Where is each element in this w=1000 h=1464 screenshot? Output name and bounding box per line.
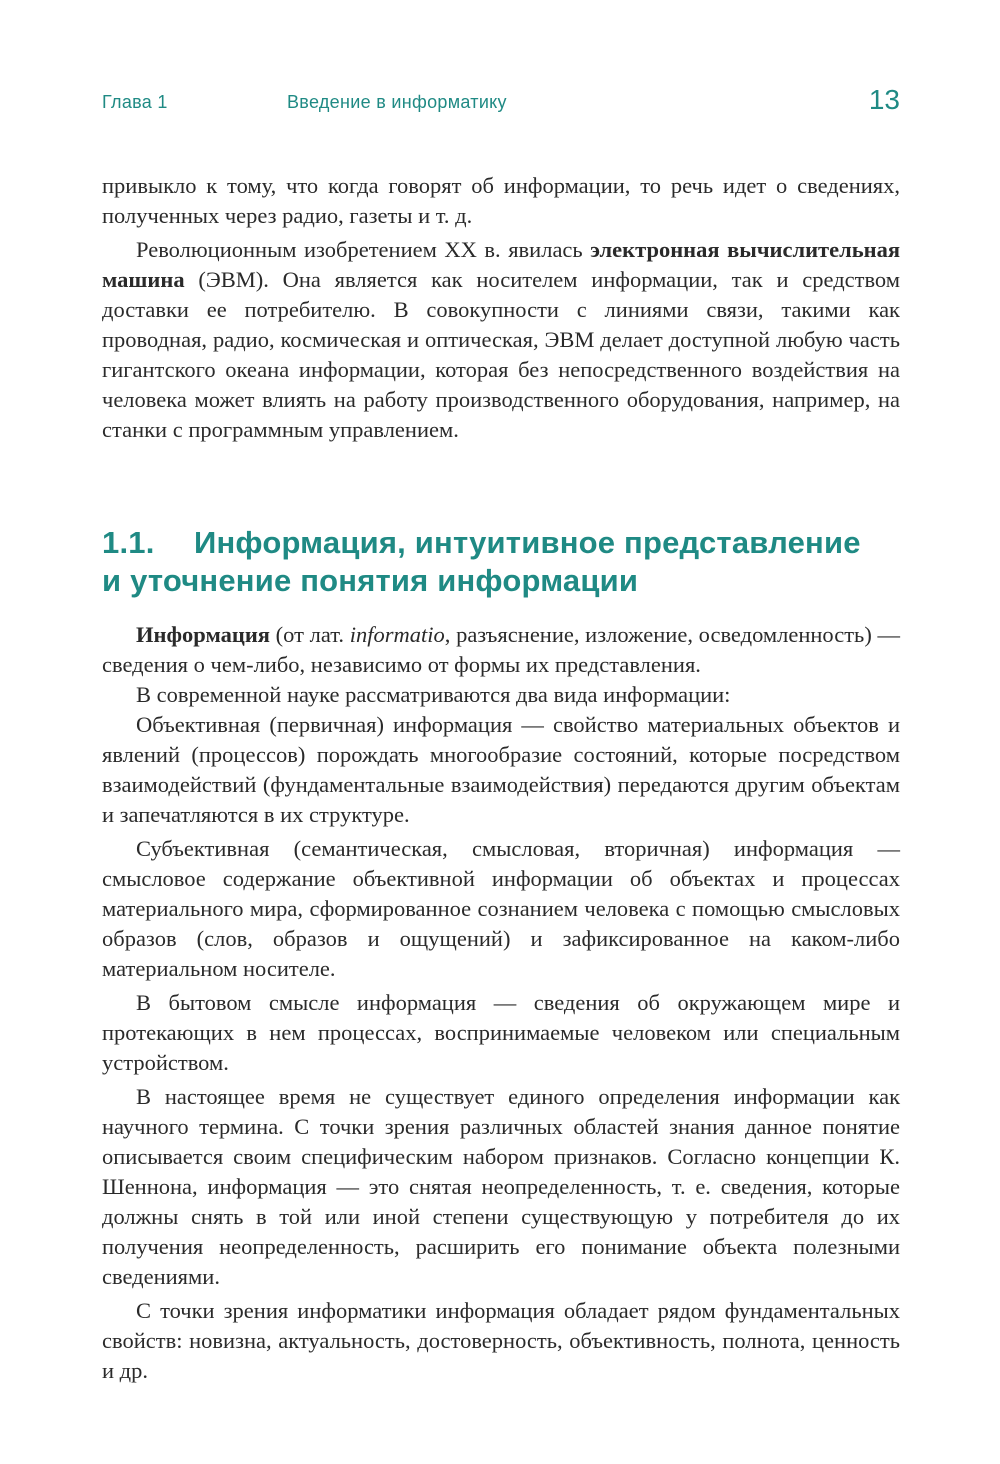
everyday-paragraph: В бытовом смысле информация — сведения об окружающем мире и протекающих в нем процессах, воспринимаемые человеком или специальным устройством.: [102, 990, 900, 1075]
section-heading: [102, 524, 900, 600]
shannon-paragraph: В настоящее время не существует единого определения информации как научного термина. С точки зрения различных областей знания данное понятие описывается своим специфическим набором признаков. Согласно концепции К. Шеннона, информация — это снятая неопределенность, т. е. сведения, которые должны снять в той или иной степени существующую у потребителя до их получения неопределенность, расширить его понимание объекта полезными сведениями.: [102, 1084, 900, 1289]
computer-term: электронная вычислительная машина: [102, 237, 900, 292]
section-number: 1.1.: [102, 525, 155, 560]
p2-rest: (ЭВМ). Она является как носителем информации, так и средством доставки ее потребителю. В совокупности с линиями связи, такими как проводная, радио, космическая и оптическая, ЭВМ делает доступной любую часть гигантского океана информации, которая без непосредственного воздействия на человека может влиять на работу производственного оборудования, например, на станки с программным управлением.: [102, 267, 900, 442]
section-body: [102, 620, 900, 1386]
section-title-line-2: и уточнение понятия информации: [102, 563, 639, 598]
intro-paragraph-2: [102, 235, 900, 445]
definition-paragraph: [102, 620, 900, 680]
def-rest: , разъяснение, изложение, осведомленность) — сведения о чем-либо, независимо от формы их представления.: [102, 622, 900, 677]
properties-paragraph: С точки зрения информатики информация обладает рядом фундаментальных свойств: новизна, актуальность, достоверность, объективность, полнота, ценность и др.: [102, 1298, 900, 1383]
objective-paragraph: Объективная (первичная) информация — свойство материальных объектов и явлений (процессов) порождать многообразие состояний, которые посредством взаимодействий (фундаментальные взаимодействия) передаются другим объектам и запечатляются в их структуре.: [102, 712, 900, 827]
kinds-paragraph: В современной науке рассматриваются два вида информации:: [136, 682, 731, 707]
chapter-label: Глава 1: [102, 92, 168, 112]
def-pre: (от лат.: [269, 622, 350, 647]
p2-start: Революционным изобретением XX в. явилась: [136, 237, 591, 262]
page-number: 13: [868, 84, 900, 115]
subjective-paragraph: Субъективная (семантическая, смысловая, вторичная) информация — смысловое содержание объективной информации об объектах и процессах материального мира, сформированное сознанием человека с помощью смысловых образов (слов, образов и ощущений) и зафиксированное на каком-либо материальном носителе.: [102, 836, 900, 981]
intro-paragraph-1: привыкло к тому, что когда говорят об информации, то речь идет о сведениях, полученных через радио, газеты и т. д.: [102, 173, 900, 228]
latin-term: informatio: [349, 622, 445, 647]
chapter-title: Введение в информатику: [287, 92, 507, 112]
intro-text: [102, 171, 900, 445]
section-title-line-1: Информация, интуитивное представление: [194, 525, 861, 560]
definition-term: Информация: [136, 622, 270, 647]
section-heading-line-1: [102, 524, 900, 562]
running-head: [102, 84, 900, 120]
